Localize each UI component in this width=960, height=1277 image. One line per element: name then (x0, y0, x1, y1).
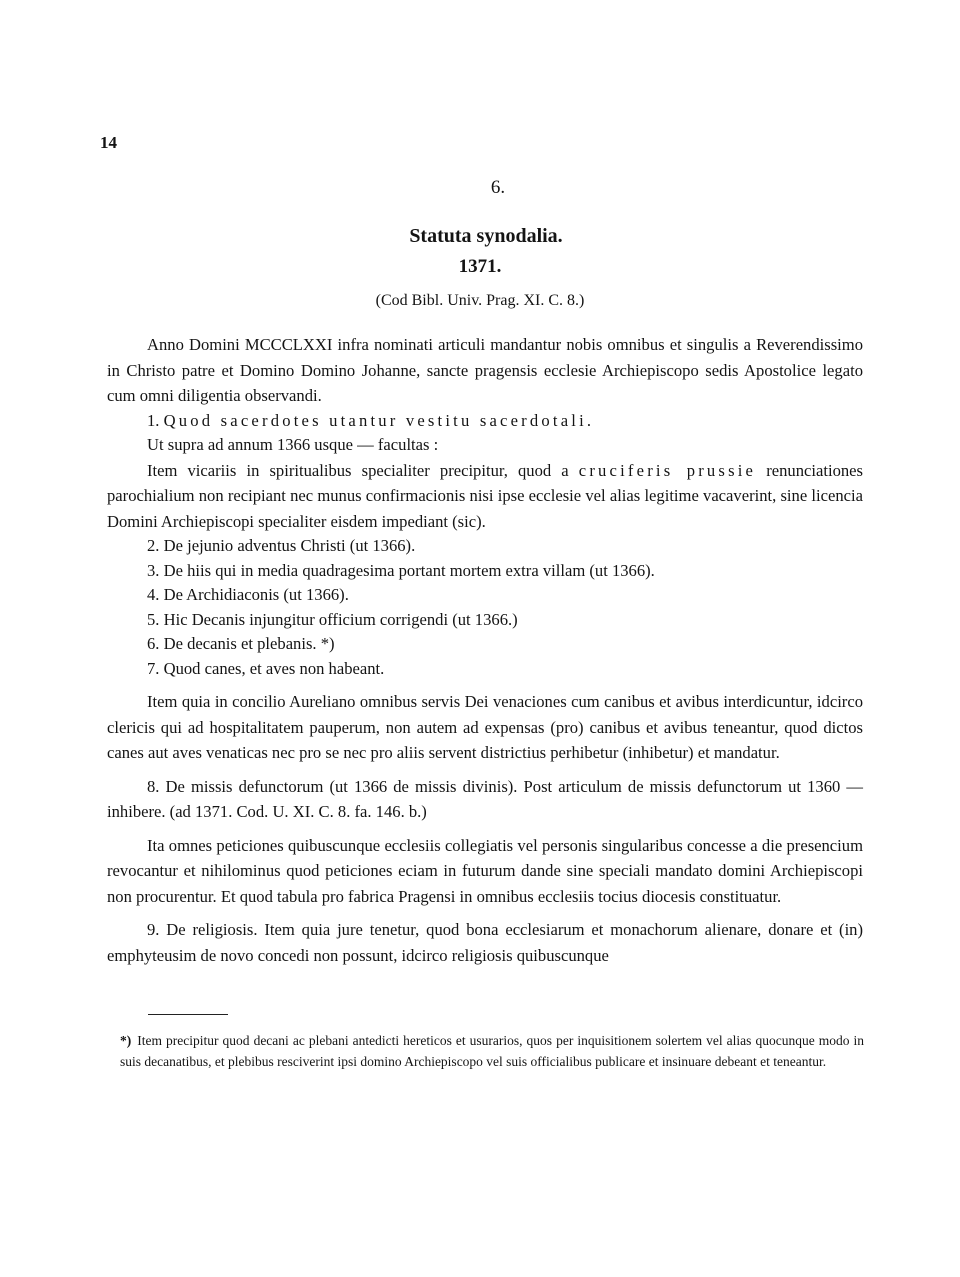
list-item: 3. De hiis qui in media quadragesima portant mortem extra villam (ut 1366). (147, 560, 655, 580)
article-1-text-start: Item vicariis in spiritualibus specialiter precipitur, quod a (147, 460, 579, 480)
list-item: 7. Quod canes, et aves non habeant. (147, 658, 385, 678)
document-number (0, 177, 960, 199)
list-item: 5. Hic Decanis injungitur officium corrigendi (ut 1366.) (147, 609, 518, 629)
article-1-number: 1. (147, 410, 160, 430)
page-number: 14 (100, 133, 117, 152)
article-1-spaced-phrase: cruciferis prussie (578, 460, 757, 480)
article-1-heading (107, 409, 863, 434)
footnote-marker: *) (120, 1033, 132, 1048)
article-9-paragraph: 9. De religiosis. Item quia jure tenetur, quod bona ecclesiarum et monachorum alienare, donare et (in) emphyteusim de novo concedi non possunt, idcirco religiosis quibuscunque (107, 920, 863, 965)
footnote-divider (148, 1014, 228, 1015)
article-7-paragraph: Item quia in concilio Aureliano omnibus servis Dei venaciones cum canibus et avibus interdicuntur, idcirco clericis qui ad hospitalitatem pauperum, non autem ad expensas (pro) canibus et avibus teneantur, quod dictos canes aut aves venaticas nec pro se nec pro aliis servent districtius perhibetur (inhibetur) et mandatur. (107, 692, 863, 762)
footnote-text: Item precipitur quod decani ac plebani antedicti hereticos et usurarios, quos per inquisitionem solertem vel alias quocunque modo in suis decanatibus, et plebibus resciverint ipsi domino Archiepiscopo vel suis officialibus publicare et insinuare debeant et teneantur. (120, 1033, 864, 1069)
source-reference (0, 292, 960, 310)
document-title-text: Statuta synodalia. (409, 225, 563, 247)
document-year (0, 256, 960, 278)
article-1-text (107, 458, 863, 535)
list-item: 4. De Archidiaconis (ut 1366). (147, 585, 349, 604)
source-reference-text: (Cod Bibl. Univ. Prag. XI. C. 8.) (375, 292, 585, 309)
list-item: 6. De decanis et plebanis. *) (147, 634, 335, 653)
intro-paragraph: Anno Domini MCCCLXXI infra nominati articuli mandantur nobis omnibus et singulis a Reverendissimo in Christo patre et Domino Domino Johanne, sancte pragensis ecclesie Archiepiscopo sedis Apostolice legato cum omni diligentia observandi. (107, 335, 863, 405)
article-1-reference: Ut supra ad annum 1366 usque — facultas : (147, 435, 439, 454)
document-year-text: 1371. (458, 256, 502, 277)
article-8-paragraph: 8. De missis defunctorum (ut 1366 de missis divinis). Post articulum de missis defunctorum ut 1360 — inhibere. (ad 1371. Cod. U. XI. C. 8. fa. 146. b.) (107, 776, 863, 821)
article-1-title: Quod sacerdotes utantur vestitu sacerdotali. (163, 410, 595, 430)
article-1-text-end: renunciationes parochialium non recipiant nec munus confirmacionis nisi ipse ecclesie vel alias legitime vacaverint, sine licencia Domini Archiepiscopi specialiter eisdem impediant (sic). (107, 460, 863, 531)
footnote (120, 1030, 864, 1072)
article-8-continuation: Ita omnes peticiones quibuscunque ecclesiis collegiatis vel personis singularibus concesse a die presencium revocantur et nihilominus quod peticiones eciam in futurum dande sine speciali mandato domini Archiepiscopi non procurentur. Et quod tabula pro fabrica Pragensi in omnibus ecclesiis tocius diocesis constituatur. (107, 835, 863, 906)
document-title (0, 225, 960, 248)
list-item: 2. De jejunio adventus Christi (ut 1366). (147, 536, 416, 555)
document-body (107, 332, 863, 968)
document-number-text: 6. (490, 177, 506, 198)
